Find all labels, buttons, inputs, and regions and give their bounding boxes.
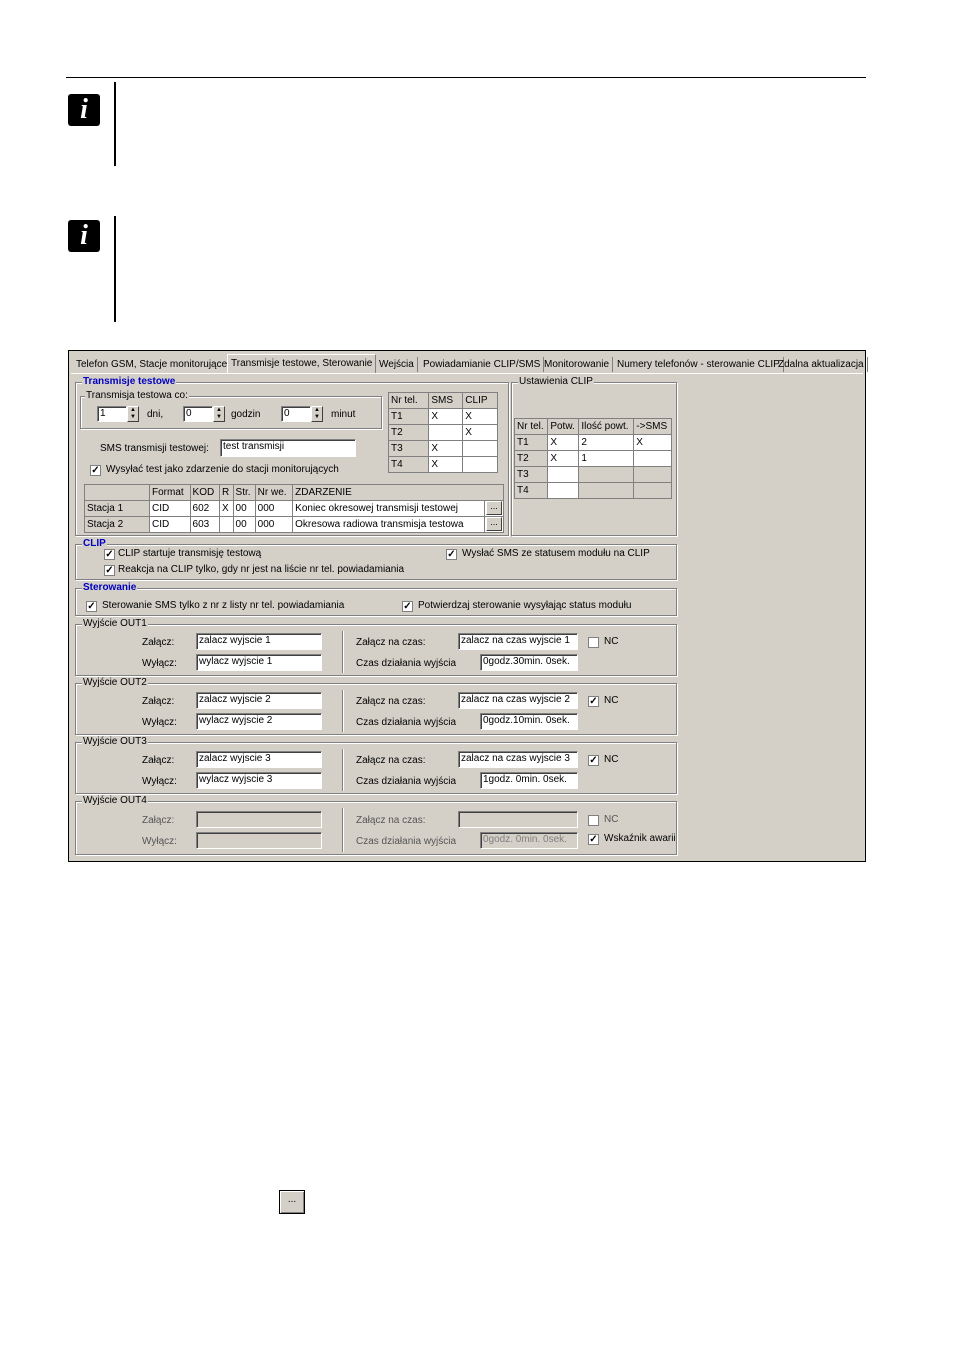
station-header: ZDARZENIE xyxy=(293,485,504,501)
out3-timed-input[interactable]: zalacz na czas wyjscie 3 xyxy=(458,751,578,768)
out4-group xyxy=(75,795,677,855)
out4-title: Wyjście OUT4 xyxy=(83,795,147,806)
out3-on-label: Załącz: xyxy=(142,755,175,766)
tel-cell[interactable] xyxy=(463,457,498,473)
clip-cell xyxy=(634,483,672,499)
out3-title: Wyjście OUT3 xyxy=(83,736,147,747)
station-cell[interactable]: Koniec okresowej transmisji testowej xyxy=(293,501,485,517)
out4-nc-label: NC xyxy=(604,814,619,825)
event-picker-button[interactable]: ... xyxy=(486,501,502,515)
transmisje-title: Transmisje testowe xyxy=(83,376,176,387)
out4-time-input[interactable]: 0godz. 0min. 0sek. xyxy=(480,832,578,849)
out3-off-label: Wyłącz: xyxy=(142,776,177,787)
out2-on-input[interactable]: zalacz wyjscie 2 xyxy=(196,692,322,709)
tab-transmisje-testowe[interactable]: Transmisje testowe, Sterowanie xyxy=(227,354,376,374)
separator xyxy=(342,631,344,673)
out3-nc-checkbox[interactable]: ✓ xyxy=(589,755,598,766)
out1-off-label: Wyłącz: xyxy=(142,658,177,669)
out4-nc-checkbox[interactable] xyxy=(588,815,599,826)
minutes-spinner[interactable]: ▲ ▼ xyxy=(311,406,323,422)
clip-header: Nr tel. xyxy=(515,419,548,435)
clip-header: ->SMS xyxy=(634,419,672,435)
tab-telefon-gsm[interactable]: Telefon GSM, Stacje monitorujące xyxy=(73,357,231,372)
sms-list-only-checkbox[interactable]: ✓ xyxy=(87,601,96,612)
clip-cell[interactable]: X xyxy=(548,435,579,451)
clip-start-label: CLIP startuje transmisję testową xyxy=(118,548,262,559)
out3-timed-label: Załącz na czas: xyxy=(356,755,426,766)
clip-cell xyxy=(579,483,634,499)
sms-input[interactable]: test transmisji xyxy=(220,439,356,457)
clip-settings-group xyxy=(511,376,677,536)
interval-title: Transmisja testowa co: xyxy=(86,390,188,401)
out1-group xyxy=(75,618,677,676)
clip-header: Potw. xyxy=(548,419,579,435)
out1-title: Wyjście OUT1 xyxy=(83,618,147,629)
clip-header: Ilość powt. xyxy=(579,419,634,435)
station-cell[interactable]: 000 xyxy=(255,501,292,517)
sms-list-only-label: Sterowanie SMS tylko z nr z listy nr tel. powiadamiania xyxy=(102,600,345,611)
clip-sms-status-checkbox[interactable]: ✓ xyxy=(447,549,456,560)
tel-cell[interactable]: X xyxy=(429,441,463,457)
clip-list-only-label: Reakcja na CLIP tylko, gdy nr jest na liście nr tel. powiadamiania xyxy=(118,564,405,575)
out1-time-input[interactable]: 0godz.30min. 0sek. xyxy=(480,654,578,671)
clip-list-only-checkbox[interactable]: ✓ xyxy=(105,565,114,576)
event-picker-button[interactable]: ... xyxy=(486,517,502,531)
clip-cell[interactable]: X xyxy=(634,435,672,451)
tel-cell[interactable] xyxy=(463,441,498,457)
tab-strip xyxy=(73,354,863,373)
out3-on-input[interactable]: zalacz wyjscie 3 xyxy=(196,751,322,768)
out2-time-label: Czas działania wyjścia xyxy=(356,717,457,728)
send-test-label: Wysyłać test jako zdarzenie do stacji monitorujących xyxy=(106,464,339,475)
days-input[interactable]: 1 xyxy=(97,406,127,422)
clip-cell xyxy=(634,467,672,483)
out3-time-label: Czas działania wyjścia xyxy=(356,776,457,787)
station-cell[interactable]: CID xyxy=(150,501,191,517)
station-cell[interactable]: 00 xyxy=(233,501,255,517)
top-rule xyxy=(66,77,866,78)
tel-header: CLIP xyxy=(463,393,498,409)
out1-timed-label: Załącz na czas: xyxy=(356,637,426,648)
clip-cell: T2 xyxy=(515,451,548,467)
station-cell[interactable] xyxy=(220,517,234,533)
station-cell[interactable]: Okresowa radiowa transmisja testowa xyxy=(293,517,485,533)
hours-label: godzin xyxy=(231,409,261,420)
clip-cell[interactable] xyxy=(548,483,579,499)
confirm-control-label: Potwierdzaj sterowanie wysyłając status modułu xyxy=(418,600,632,611)
station-cell: Stacja 1 xyxy=(85,501,150,517)
clip-start-checkbox[interactable]: ✓ xyxy=(105,549,114,560)
clip-table xyxy=(514,418,672,499)
out1-nc-checkbox[interactable] xyxy=(588,637,599,648)
tel-cell: T1 xyxy=(389,409,429,425)
out4-on-input[interactable] xyxy=(196,811,322,828)
station-header: Nr we. xyxy=(255,485,292,501)
settings-window xyxy=(68,350,866,862)
separator xyxy=(342,690,344,732)
out4-off-input[interactable] xyxy=(196,832,322,849)
stations-table xyxy=(84,484,504,533)
hours-spinner[interactable]: ▲ ▼ xyxy=(213,406,225,422)
sterowanie-group xyxy=(75,582,677,616)
note-bar xyxy=(114,216,116,322)
clip-cell[interactable] xyxy=(548,467,579,483)
clip-cell[interactable] xyxy=(634,451,672,467)
separator xyxy=(342,749,344,791)
out4-failure-label: Wskaźnik awarii xyxy=(604,833,676,844)
out1-off-input[interactable]: wylacz wyjscie 1 xyxy=(196,654,322,671)
station-cell[interactable]: 603 xyxy=(190,517,219,533)
tel-header: Nr tel. xyxy=(389,393,429,409)
out3-nc-label: NC xyxy=(604,754,619,765)
tel-cell: T2 xyxy=(389,425,429,441)
tel-table xyxy=(388,392,498,473)
out2-nc-label: NC xyxy=(604,695,619,706)
clip-cell xyxy=(579,467,634,483)
station-cell[interactable]: CID xyxy=(150,517,191,533)
out3-group xyxy=(75,736,677,794)
station-header xyxy=(85,485,150,501)
out4-time-label: Czas działania wyjścia xyxy=(356,836,457,847)
station-header: KOD xyxy=(190,485,219,501)
clip-title: CLIP xyxy=(83,538,106,549)
interval-group xyxy=(80,390,382,429)
tab-divider xyxy=(71,373,863,374)
out1-timed-input[interactable]: zalacz na czas wyjscie 1 xyxy=(458,633,578,650)
minutes-input[interactable]: 0 xyxy=(281,406,311,422)
out2-timed-input[interactable]: zalacz na czas wyjscie 2 xyxy=(458,692,578,709)
minutes-label: minut xyxy=(331,409,356,420)
days-label: dni, xyxy=(147,409,164,420)
station-cell[interactable]: 602 xyxy=(190,501,219,517)
tel-cell: T4 xyxy=(389,457,429,473)
tel-cell[interactable]: X xyxy=(463,409,498,425)
out2-on-label: Załącz: xyxy=(142,696,175,707)
station-cell: Stacja 2 xyxy=(85,517,150,533)
clip-cell[interactable]: X xyxy=(548,451,579,467)
days-spinner[interactable]: ▲ ▼ xyxy=(127,406,139,422)
tab-zdalna-aktualizacja[interactable]: Zdalna aktualizacja xyxy=(775,357,868,372)
clip-sms-status-label: Wysłać SMS ze statusem modułu na CLIP xyxy=(462,548,650,559)
station-cell[interactable]: 000 xyxy=(255,517,292,533)
tel-cell: T3 xyxy=(389,441,429,457)
clip-cell[interactable]: 1 xyxy=(579,451,634,467)
clip-group xyxy=(75,538,677,580)
station-cell xyxy=(485,501,504,517)
out2-group xyxy=(75,677,677,735)
out4-on-label: Załącz: xyxy=(142,815,175,826)
out4-failure-checkbox[interactable]: ✓ xyxy=(589,834,598,845)
separator xyxy=(342,808,344,852)
out4-timed-input[interactable] xyxy=(458,811,578,828)
station-cell xyxy=(485,517,504,533)
tab-numery-telefonow[interactable]: Numery telefonów - sterowanie CLIP xyxy=(614,357,784,372)
hours-input[interactable]: 0 xyxy=(183,406,213,422)
out2-off-input[interactable]: wylacz wyjscie 2 xyxy=(196,713,322,730)
tel-cell[interactable]: X xyxy=(429,409,463,425)
out2-time-input[interactable]: 0godz.10min. 0sek. xyxy=(480,713,578,730)
confirm-control-checkbox[interactable]: ✓ xyxy=(403,601,412,612)
clip-cell: T3 xyxy=(515,467,548,483)
info-icon: i xyxy=(68,220,100,252)
tel-cell[interactable]: X xyxy=(429,457,463,473)
transmisje-group xyxy=(75,376,509,536)
out1-on-input[interactable]: zalacz wyjscie 1 xyxy=(196,633,322,650)
station-cell[interactable]: X xyxy=(220,501,234,517)
clip-cell[interactable]: 2 xyxy=(579,435,634,451)
out1-nc-label: NC xyxy=(604,636,619,647)
tab-monitorowanie[interactable]: Monitorowanie xyxy=(541,357,613,372)
out2-title: Wyjście OUT2 xyxy=(83,677,147,688)
note-bar xyxy=(114,82,116,166)
out2-off-label: Wyłącz: xyxy=(142,717,177,728)
send-test-checkbox[interactable]: ✓ xyxy=(91,465,100,476)
out4-off-label: Wyłącz: xyxy=(142,836,177,847)
tab-wejscia[interactable]: Wejścia xyxy=(376,357,418,372)
station-header: R xyxy=(220,485,234,501)
tel-cell[interactable]: X xyxy=(463,425,498,441)
clip-cell: T4 xyxy=(515,483,548,499)
info-icon: i xyxy=(68,94,100,126)
out3-time-input[interactable]: 1godz. 0min. 0sek. xyxy=(480,772,578,789)
out3-off-input[interactable]: wylacz wyjscie 3 xyxy=(196,772,322,789)
station-header: Str. xyxy=(233,485,255,501)
ellipsis-button[interactable]: ... xyxy=(279,1190,305,1214)
out4-timed-label: Załącz na czas: xyxy=(356,815,426,826)
out1-time-label: Czas działania wyjścia xyxy=(356,658,457,669)
station-header: Format xyxy=(150,485,191,501)
out2-timed-label: Załącz na czas: xyxy=(356,696,426,707)
sms-label: SMS transmisji testowej: xyxy=(100,443,209,454)
out2-nc-checkbox[interactable]: ✓ xyxy=(589,696,598,707)
clip-settings-title: Ustawienia CLIP xyxy=(519,376,593,387)
sterowanie-title: Sterowanie xyxy=(83,582,137,593)
tel-header: SMS xyxy=(429,393,463,409)
tab-powiadamianie[interactable]: Powiadamianie CLIP/SMS xyxy=(420,357,544,372)
clip-cell: T1 xyxy=(515,435,548,451)
tel-cell[interactable] xyxy=(429,425,463,441)
station-cell[interactable]: 00 xyxy=(233,517,255,533)
out1-on-label: Załącz: xyxy=(142,637,175,648)
